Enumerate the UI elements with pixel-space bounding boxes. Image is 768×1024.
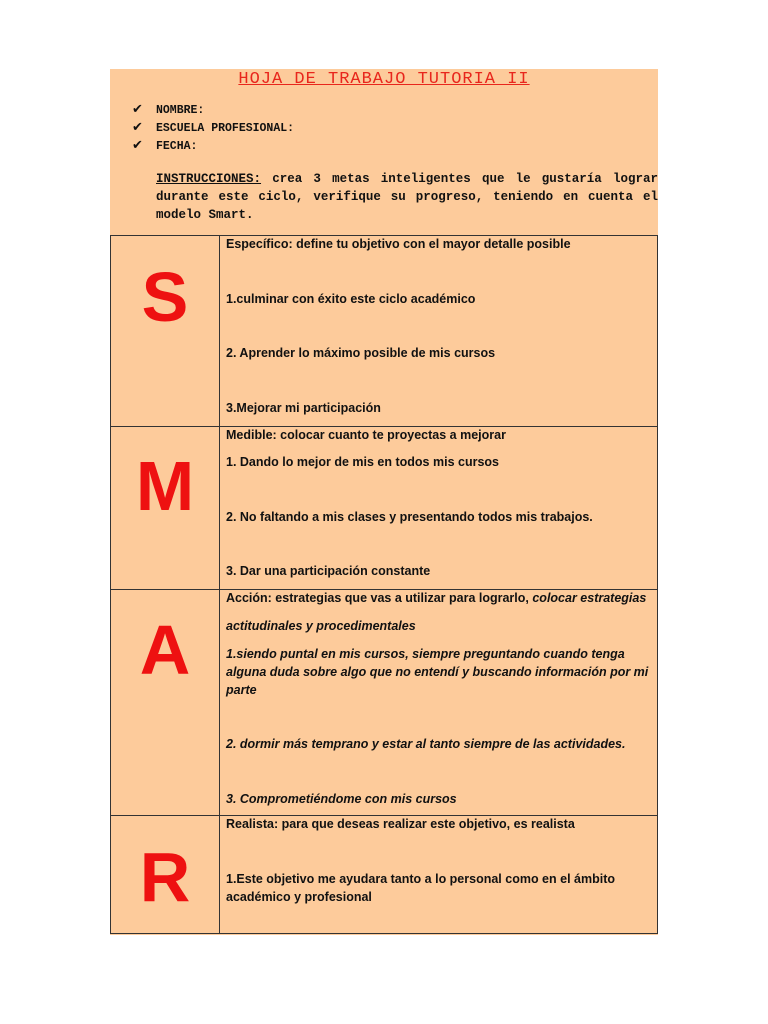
goal-item: 3. Dar una participación constante (226, 564, 431, 578)
smart-row-m (111, 427, 658, 590)
content-cell (220, 590, 658, 816)
instructions-text: crea 3 metas inteligentes que le gustaría lograr durante este ciclo, verifique su progreso, teniendo en cuenta el modelo Smart. (156, 172, 658, 222)
smart-letter-s: S (141, 258, 189, 336)
row-heading: Medible: colocar cuanto te proyectas a mejorar (226, 428, 506, 442)
letter-cell (111, 816, 220, 934)
row-heading: Específico: define tu objetivo con el mayor detalle posible (226, 237, 571, 251)
letter-cell (111, 590, 220, 816)
row-heading: Realista: para que deseas realizar este objetivo, es realista (226, 817, 575, 831)
smart-table (110, 235, 658, 934)
row-heading (226, 589, 651, 607)
smart-row-s (111, 236, 658, 427)
smart-letter-r: R (139, 838, 191, 916)
field-escuela (132, 119, 294, 137)
content-cell (220, 236, 658, 427)
goal-item: 2. dormir más temprano y estar al tanto siempre de las actividades. (226, 737, 626, 751)
worksheet-page (110, 69, 658, 935)
field-label: FECHA: (156, 140, 198, 153)
row-heading-line2: actitudinales y procedimentales (226, 619, 416, 633)
heading-italic: colocar estrategias (532, 591, 647, 605)
letter-cell (111, 236, 220, 427)
smart-letter-a: A (139, 611, 191, 689)
field-label: ESCUELA PROFESIONAL: (156, 122, 295, 135)
content-cell (220, 427, 658, 590)
goal-item: 1.culminar con éxito este ciclo académico (226, 292, 476, 306)
instructions-label: INSTRUCCIONES: (156, 172, 262, 186)
field-label: NOMBRE: (156, 104, 205, 117)
goal-item: 3.Mejorar mi participación (226, 401, 381, 415)
field-fecha (132, 137, 294, 155)
check-icon: ✔ (132, 102, 143, 117)
goal-item: 1.siendo puntal en mis cursos, siempre preguntando cuando tenga alguna duda sobre algo que no entendí y buscando información por mi parte (226, 647, 649, 697)
check-icon: ✔ (132, 120, 143, 135)
smart-letter-m: M (135, 447, 195, 525)
goal-item: 1. Dando lo mejor de mis en todos mis cursos (226, 455, 499, 469)
heading-text: Acción: estrategias que vas a utilizar para lograrlo, (226, 591, 533, 605)
field-nombre (132, 101, 294, 119)
content-cell (220, 816, 658, 934)
header-fields (132, 101, 294, 155)
check-icon: ✔ (132, 138, 143, 153)
instructions (156, 170, 658, 224)
page-title: HOJA DE TRABAJO TUTORIA II (238, 70, 530, 89)
smart-row-a (111, 590, 658, 816)
goal-item: 3. Comprometiéndome con mis cursos (226, 792, 457, 806)
goal-item: 2. No faltando a mis clases y presentando todos mis trabajos. (226, 510, 593, 524)
goal-item: 2. Aprender lo máximo posible de mis cursos (226, 346, 496, 360)
letter-cell (111, 427, 220, 590)
goal-item: 1.Este objetivo me ayudara tanto a lo personal como en el ámbito académico y profesional (226, 872, 615, 904)
smart-row-r (111, 816, 658, 934)
